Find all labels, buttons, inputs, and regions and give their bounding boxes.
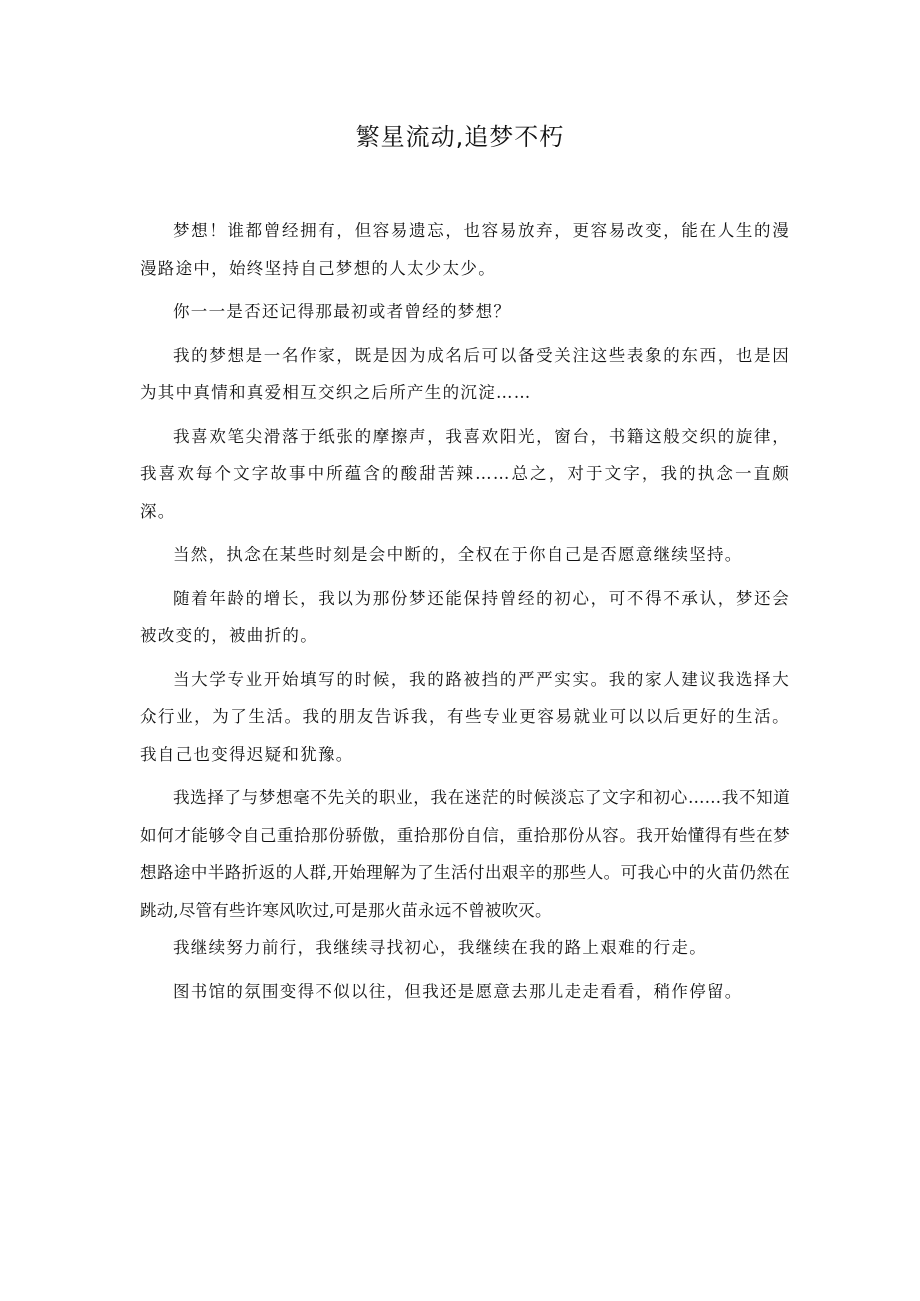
paragraph-6: 随着年龄的增长，我以为那份梦还能保持曾经的初心，可不得不承认，梦还会被改变的，被曲折的。	[140, 588, 790, 645]
paragraph-2: 你一一是否还记得那最初或者曾经的梦想？	[173, 302, 512, 321]
paragraph-1: 梦想！谁都曾经拥有，但容易遗忘，也容易放弃，更容易改变，能在人生的漫漫路途中，始终坚持自己梦想的人太少太少。	[140, 221, 790, 278]
document-title: 繁星流动,追梦不朽	[355, 123, 565, 151]
paragraph-10: 图书馆的氛围变得不似以往，但我还是愿意去那儿走走看看，稍作停留。	[173, 981, 743, 1001]
paragraph-8: 我选择了与梦想毫不先关的职业，我在迷茫的时候淡忘了文字和初心……我不知道如何才能够令自己重拾那份骄傲，重拾那份自信，重拾那份从容。我开始懂得有些在梦想路途中半路折返的人群,开始理解为了生活付出艰辛的那些人。可我心中的火苗仍然在跳动,尽管有些许寒风吹过,可是那火苗永远不曾被吹灭。	[140, 788, 790, 920]
paragraph-3: 我的梦想是一名作家，既是因为成名后可以备受关注这些表象的东西，也是因为其中真情和真爱相互交织之后所产生的沉淀……	[140, 345, 790, 402]
paragraph-9: 我继续努力前行，我继续寻找初心，我继续在我的路上艰难的行走。	[173, 938, 707, 957]
document-body	[140, 212, 790, 1010]
paragraph-5: 当然，执念在某些时刻是会中断的，全权在于你自己是否愿意继续坚持。	[173, 545, 743, 564]
paragraph-4: 我喜欢笔尖滑落于纸张的摩擦声，我喜欢阳光，窗台，书籍这般交织的旋律，我喜欢每个文字故事中所蕴含的酸甜苦辣……总之，对于文字，我的执念一直颇深。	[140, 426, 790, 521]
paragraph-7: 当大学专业开始填写的时候，我的路被挡的严严实实。我的家人建议我选择大众行业，为了生活。我的朋友告诉我，有些专业更容易就业可以以后更好的生活。我自己也变得迟疑和犹豫。	[140, 669, 790, 764]
